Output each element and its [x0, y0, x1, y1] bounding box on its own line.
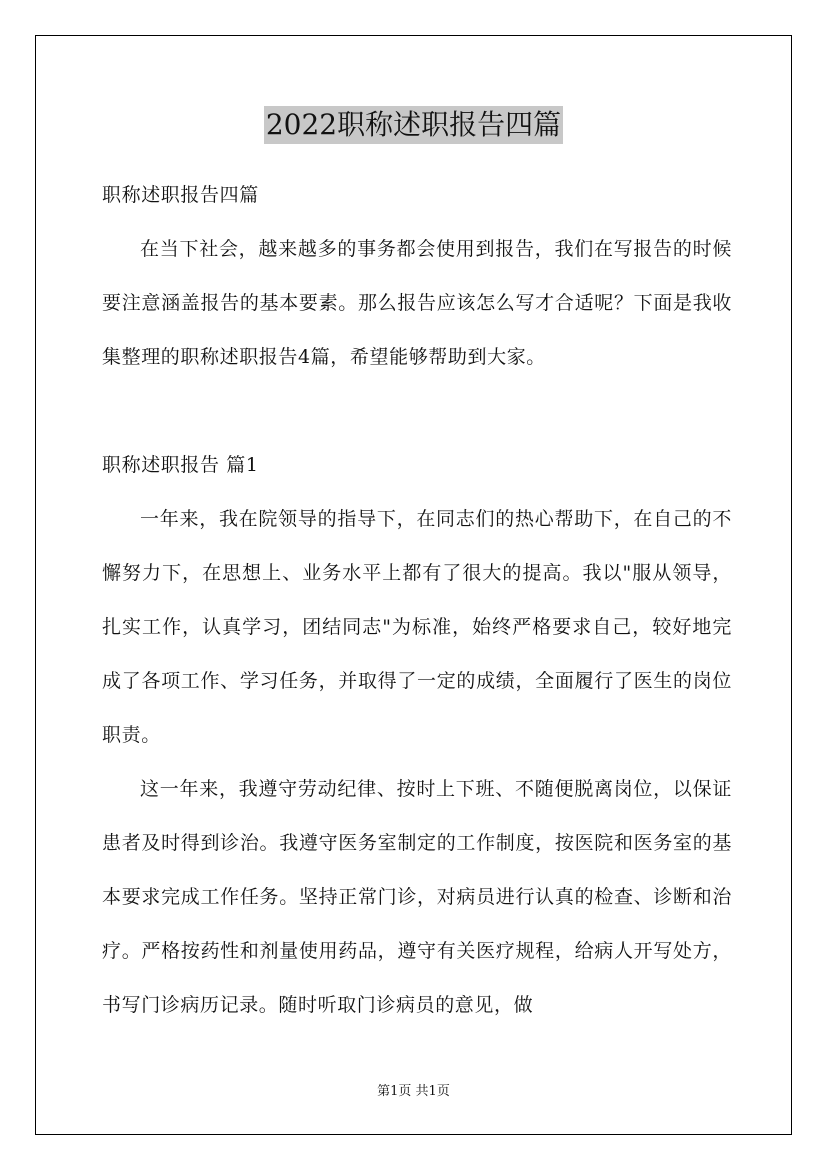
document-title-text: 2022职称述职报告四篇	[264, 106, 563, 144]
section-heading: 职称述职报告 篇1	[102, 454, 259, 476]
intro-paragraph: 在当下社会，越来越多的事务都会使用到报告，我们在写报告的时候要注意涵盖报告的基本要素。那么报告应该怎么写才合适呢？下面是我收集整理的职称述职报告4篇，希望能够帮助到大家。	[102, 238, 732, 368]
document-body	[102, 168, 732, 1032]
body-paragraph: 一年来，我在院领导的指导下，在同志们的热心帮助下，在自己的不懈努力下，在思想上、业务水平上都有了很大的提高。我以"服从领导，扎实工作，认真学习，团结同志"为标准，始终严格要求自己，较好地完成了各项工作、学习任务，并取得了一定的成绩，全面履行了医生的岗位职责。	[102, 508, 732, 746]
blank-line	[102, 384, 732, 438]
body-paragraph: 这一年来，我遵守劳动纪律、按时上下班、不随便脱离岗位，以保证患者及时得到诊治。我遵守医务室制定的工作制度，按医院和医务室的基本要求完成工作任务。坚持正常门诊，对病员进行认真的检查、诊断和治疗。严格按药性和剂量使用药品，遵守有关医疗规程，给病人开写处方，书写门诊病历记录。随时听取门诊病员的意见，做	[102, 778, 732, 1016]
page-footer: 第1页 共1页	[377, 1084, 450, 1099]
document-title	[0, 104, 827, 142]
document-subtitle: 职称述职报告四篇	[102, 184, 259, 206]
